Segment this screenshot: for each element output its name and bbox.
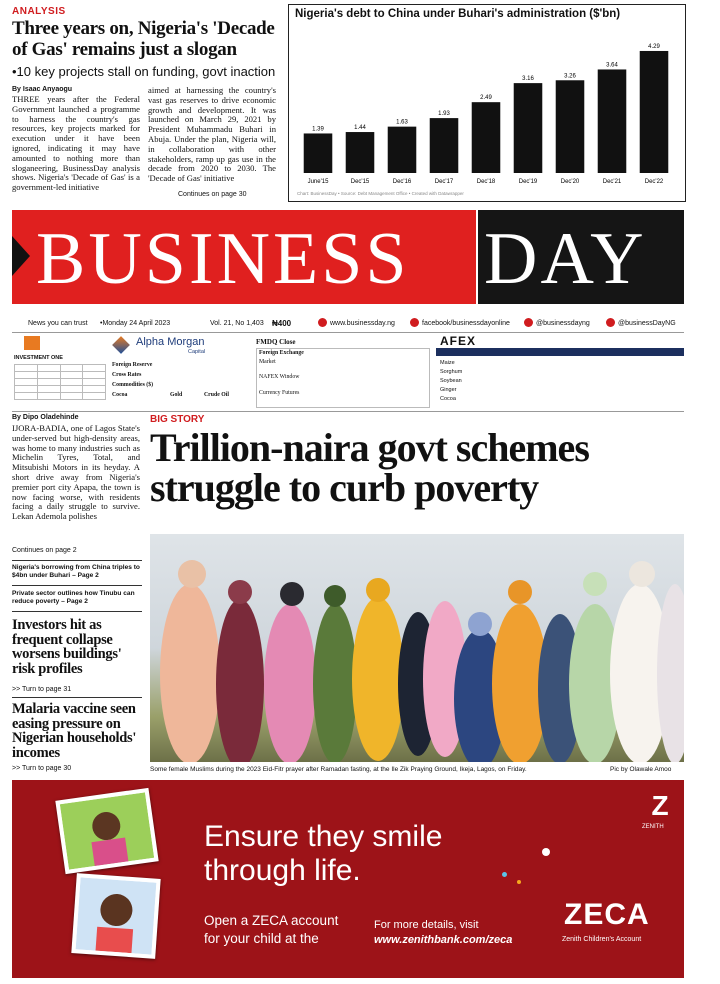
debt-chart — [288, 4, 686, 202]
rule-1 — [12, 560, 142, 561]
chart-data-label: 3.64 — [606, 62, 618, 69]
masthead-day[interactable]: DAY — [484, 218, 647, 300]
facebook-icon — [410, 318, 419, 327]
analysis-continues[interactable]: Continues on page 30 — [178, 191, 247, 198]
ad-photo-girl — [55, 788, 158, 874]
masthead-tagline: News you can trust — [28, 320, 88, 327]
chart-category-label: Dec'16 — [392, 179, 412, 185]
masthead-business[interactable]: BUSINESS — [36, 218, 410, 300]
alpha-morgan-label: Alpha Morgan — [136, 336, 205, 348]
chart-bar — [514, 83, 543, 173]
chart-bar — [304, 133, 333, 173]
ad-photo-boy — [71, 873, 160, 959]
ad-headline-line1: Ensure they smile — [204, 820, 443, 853]
alpha-morgan-sub: Capital — [188, 349, 206, 355]
twitter-link[interactable]: @businessdayng — [536, 320, 590, 327]
boy-illustration — [76, 877, 157, 954]
analysis-body-col2: aimed at harnessing the country's vast gas reserves to drive economic growth and development. It was launched on March 29, 2021 by President Muhammadu Buhari in Abuja. Under the plan, Nigeria will, in collaboration with other stakeholders, ramp up gas use in the decade from 2020 to 2030. The 'Decade of Gas' initiative — [148, 86, 276, 184]
left-story-continues[interactable]: Continues on page 2 — [12, 547, 77, 554]
side-story-buildings-turn[interactable]: >> Turn to page 31 — [12, 686, 72, 693]
decor-dot-icon — [502, 872, 507, 877]
chart-bar — [430, 118, 459, 173]
fmdq-row-futures: Currency Futures — [259, 390, 300, 396]
chart-data-label: 1.63 — [396, 119, 408, 126]
afex-maize: Maize — [440, 360, 455, 366]
link-china-borrowing[interactable]: Nigeria's borrowing from China triples to $4bn under Buhari – Page 2 — [12, 564, 140, 579]
globe-icon — [318, 318, 327, 327]
chart-category-label: Dec'17 — [434, 179, 454, 185]
analysis-headline[interactable]: Three years on, Nigeria's 'Decade of Gas' remains just a slogan — [12, 18, 275, 60]
big-story-headline[interactable]: Trillion-naira govt schemes struggle to curb poverty — [150, 425, 589, 510]
big-story-label: BIG STORY — [150, 414, 205, 425]
chart-category-label: Dec'21 — [602, 179, 622, 185]
masthead-arrow-icon — [12, 236, 32, 276]
ad-headline-line2: through life. — [204, 854, 361, 887]
analysis-body-col1: THREE years after the Federal Government launched a programme to harness the country's gas resources, key projects marked for execution under it have been ignored, indicating it may have amounted to nothing more than sloganeering, BusinessDay analysis shows. Nigeria's 'Decade of Gas' is a government-led initiative — [12, 95, 140, 193]
ad-details-line1: For more details, visit — [374, 919, 479, 931]
fmdq-row-fx: Foreign Exchange — [259, 350, 304, 356]
afex-cocoa: Cocoa — [440, 396, 456, 402]
chart-bar — [556, 80, 585, 173]
afex-soybean: Soybean — [440, 378, 462, 384]
left-story-body: IJORA-BADIA, one of Lagos State's under-served but high-density areas, was home to many industries such as Michelin Tyres, Total, and Mitsubishi Motors in its heyday. A short drive away from Nigeria's premier port city Apapa, the town is now facing worse, with residents facing a daily struggle to survive. Lekan Ademola polishes — [12, 424, 140, 522]
fmdq-row-nafex: NAFEX Window — [259, 374, 300, 380]
photo-caption: Some female Muslims during the 2023 Eid-Fitr prayer after Ramadan fasting, at the Ile Zik Praying Ground, Ikeja, Lagos, on Friday. — [150, 766, 527, 773]
analysis-deck: •10 key projects stall on funding, govt inaction — [12, 64, 276, 79]
chart-bar — [346, 132, 375, 173]
analysis-kicker: ANALYSIS — [12, 6, 66, 17]
chart-category-label: Dec'19 — [518, 179, 538, 185]
zeca-logo: ZECA — [564, 898, 650, 931]
girl-illustration — [60, 792, 154, 869]
facebook-link[interactable]: facebook/businessdayonline — [422, 320, 510, 327]
chart-bar — [472, 102, 501, 173]
left-story-byline: By Dipo Oladehinde — [12, 414, 79, 421]
side-story-malaria-turn[interactable]: >> Turn to page 30 — [12, 765, 72, 772]
instagram-icon — [606, 318, 615, 327]
photo-illustration — [150, 534, 684, 762]
chart-category-label: Dec'20 — [560, 179, 580, 185]
zenith-z-icon: Z — [651, 790, 669, 821]
instagram-link[interactable]: @businessDayNG — [618, 320, 676, 327]
chart-source: Chart: BusinessDay • Source: Debt Management Office • Created with Datawrapper — [297, 191, 464, 196]
chart-category-label: June'15 — [307, 179, 329, 185]
side-story-malaria-headline[interactable]: Malaria vaccine seen easing pressure on Nigerian households' incomes — [12, 701, 137, 761]
afex-header-bar — [436, 348, 684, 356]
issue-price: ₦400 — [272, 319, 292, 328]
issue-date: •Monday 24 April 2023 — [100, 320, 171, 327]
afex-ginger: Ginger — [440, 387, 457, 393]
rule-2 — [12, 585, 142, 586]
chart-bar — [640, 51, 669, 173]
chart-bar — [598, 69, 627, 173]
chart-category-label: Dec'22 — [644, 179, 664, 185]
chart-title: Nigeria's debt to China under Buhari's administration ($'bn) — [295, 8, 621, 20]
chart-category-label: Dec'18 — [476, 179, 496, 185]
ad-website-link[interactable]: www.zenithbank.com/zeca — [374, 934, 513, 946]
chart-data-label: 1.93 — [438, 111, 450, 118]
chart-data-label: 4.29 — [648, 43, 660, 50]
zenith-ad[interactable] — [12, 780, 684, 978]
afex-sorghum: Sorghum — [440, 369, 463, 375]
alpha-row-cocoa: Cocoa — [112, 392, 128, 398]
alpha-row-crude: Crude Oil — [204, 392, 229, 398]
ad-sub-line1: Open a ZECA account — [204, 913, 339, 928]
website-link[interactable]: www.businessday.ng — [330, 320, 395, 327]
alpha-row-cross: Cross Rates — [112, 372, 142, 378]
analysis-byline: By Isaac Anyaogu — [12, 86, 73, 93]
chart-data-label: 3.16 — [522, 76, 534, 83]
chart-data-label: 1.39 — [312, 126, 324, 133]
fmdq-row-market: Market — [259, 359, 276, 365]
eid-prayer-photo — [150, 534, 684, 762]
chart-data-label: 3.26 — [564, 73, 576, 80]
chart-category-label: Dec'15 — [350, 179, 370, 185]
alpha-row-commodities: Commodities ($) — [112, 382, 154, 388]
ad-sub-line2: for your child at the — [204, 931, 319, 946]
issue-volume: Vol. 21, No 1,403 — [210, 320, 264, 327]
photo-credit: Pic by Olawale Amoo — [610, 766, 672, 773]
chart-plot — [289, 23, 683, 199]
chart-data-label: 1.44 — [354, 125, 366, 132]
chart-data-label: 2.49 — [480, 95, 492, 102]
link-private-sector[interactable]: Private sector outlines how Tinubu can reduce poverty – Page 2 — [12, 590, 135, 605]
side-story-buildings-headline[interactable]: Investors hit as frequent collapse worsens buildings' risk profiles — [12, 617, 122, 677]
fmdq-label: FMDQ Close — [256, 338, 296, 346]
twitter-icon — [524, 318, 533, 327]
zeca-sub: Zenith Children's Account — [562, 936, 642, 943]
investment-one-table — [14, 364, 106, 400]
afex-label: AFEX — [440, 334, 477, 348]
rule-3 — [12, 611, 142, 612]
rule-4 — [12, 697, 142, 698]
investment-one-label: INVESTMENT ONE — [14, 355, 63, 361]
zenith-label: ZENITH — [642, 824, 664, 830]
alpha-row-gold: Gold — [170, 392, 183, 398]
decor-dot-icon — [542, 848, 550, 856]
alpha-row-reserve: Foreign Reserve — [112, 362, 153, 368]
decor-dot-icon — [517, 880, 521, 884]
investment-one-logo-icon — [24, 336, 40, 350]
chart-bar — [388, 127, 417, 173]
